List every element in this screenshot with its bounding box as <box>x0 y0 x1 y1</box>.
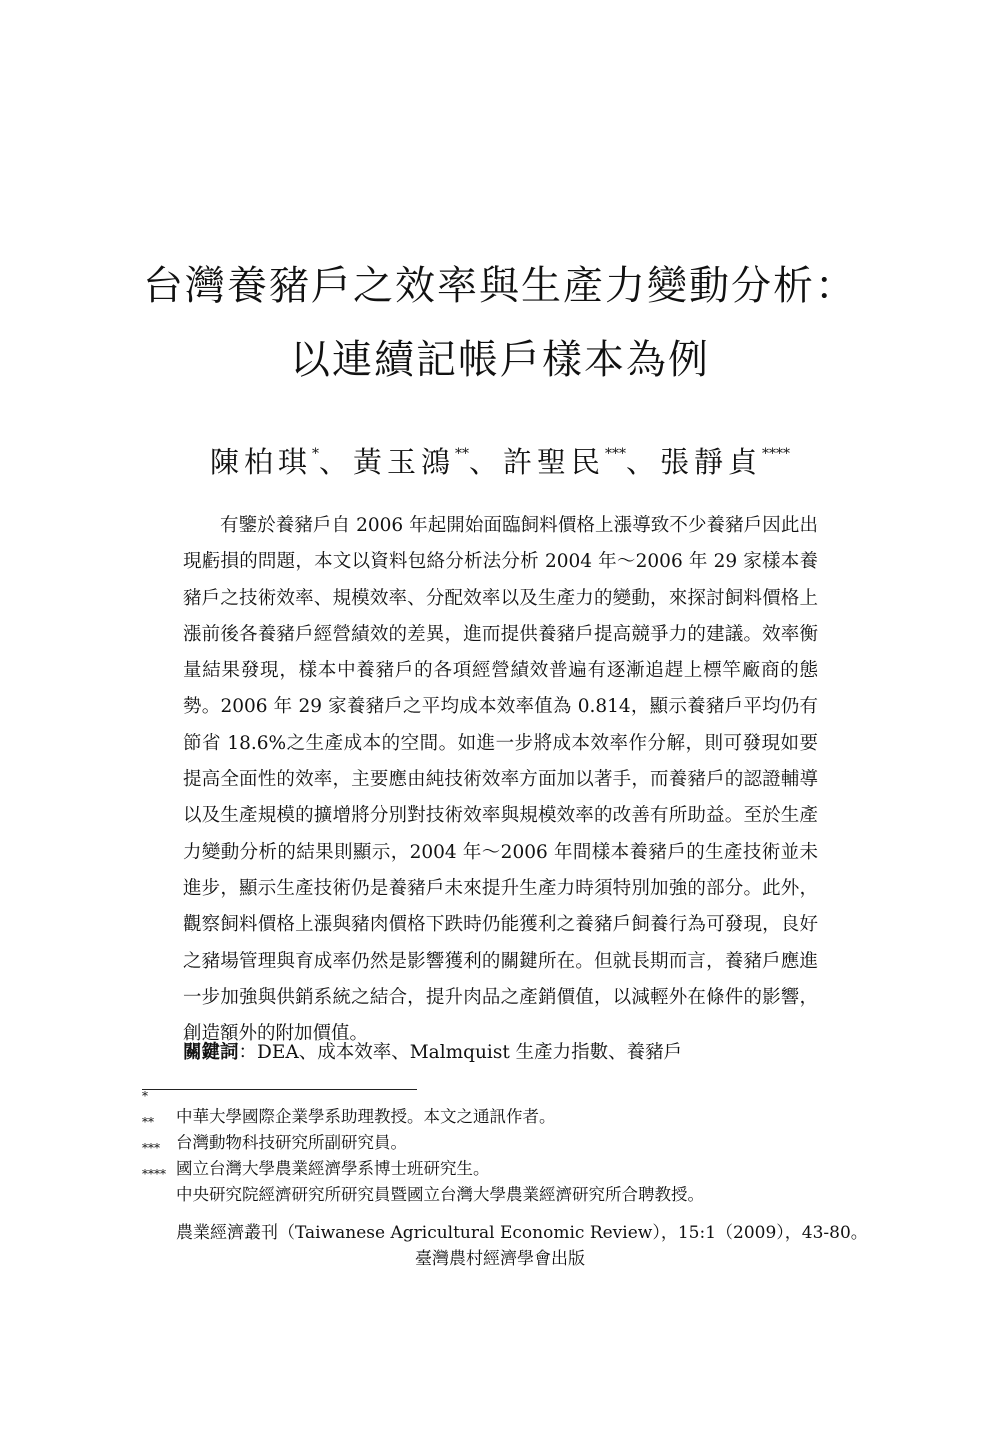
footnote-text: 中央研究院經濟研究所研究員暨國立台灣大學農業經濟研究所合聘教授。 <box>176 1185 704 1204</box>
keywords-label: 關鍵詞 <box>183 1042 239 1063</box>
author-name: 張靜貞 <box>660 445 763 479</box>
author-footnote-mark: ** <box>454 446 469 462</box>
author-separator: 、 <box>318 445 353 479</box>
keywords-value: DEA、成本效率、Malmquist 生產力指數、養豬戶 <box>257 1042 683 1063</box>
author-footnote-mark: **** <box>762 446 791 462</box>
footnote-mark: **** <box>142 1167 166 1181</box>
journal-citation: 農業經濟叢刊（Taiwanese Agricultural Economic Review），15:1（2009），43-80。 <box>176 1223 868 1243</box>
author-separator: 、 <box>468 445 503 479</box>
author-name: 陳柏琪 <box>209 445 312 479</box>
footnote-text: 國立台灣大學農業經濟學系博士班研究生。 <box>176 1159 490 1178</box>
footnote-text: 台灣動物科技研究所副研究員。 <box>176 1133 407 1152</box>
footnote <box>142 1089 842 1126</box>
footnote-mark: *** <box>142 1141 160 1155</box>
publisher-line: 臺灣農村經濟學會出版 <box>415 1249 585 1269</box>
author-name: 許聖民 <box>503 445 606 479</box>
footnote-list <box>142 1089 842 1204</box>
title-line-1: 台灣養豬戶之效率與生產力變動分析： <box>143 263 857 309</box>
footnote-divider <box>142 1089 417 1090</box>
author-list <box>0 440 1000 481</box>
author-name: 黃玉鴻 <box>352 445 455 479</box>
author-footnote-mark: * <box>311 446 319 462</box>
footnote-text: 中華大學國際企業學系助理教授。本文之通訊作者。 <box>176 1107 556 1126</box>
footnote-mark: * <box>142 1089 148 1103</box>
abstract: 有鑒於養豬戶自 2006 年起開始面臨飼料價格上漲導致不少養豬戶因此出現虧損的問題，本文以資料包絡分析法分析 2004 年～2006 年 29 家樣本養豬戶之技術效率、規模效率、分配效率以及生產力的變動，來探討飼料價格上漲前後各養豬戶經營績效的差異，進而提供養豬戶提高競爭力的建議。效率衡量結果發現，樣本中養豬戶的各項經營績效普遍有逐漸追趕上標竿廠商的態勢。2006 年 29 家養豬戶之平均成本效率值為 0.814，顯示養豬戶平均仍有節省 18.6%之生產成本的空間。如進一步將成本效率作分解，則可發現如要提高全面性的效率，主要應由純技術效率方面加以著手，而養豬戶的認證輔導以及生產規模的擴增將分別對技術效率與規模效率的改善有所助益。至於生產力變動分析的結果則顯示，2004 年～2006 年間樣本養豬戶的生產技術並未進步，顯示生產技術仍是養豬戶未來提升生產力時須特別加強的部分。此外，觀察飼料價格上漲與豬肉價格下跌時仍能獲利之養豬戶飼養行為可發現，良好之豬場管理與育成率仍然是影響獲利的關鍵所在。但就長期而言，養豬戶應進一步加強與供銷系統之結合，提升肉品之產銷價值，以減輕外在條件的影響，創造額外的附加價值。 <box>183 515 818 1045</box>
title-line-2: 以連續記帳戶樣本為例 <box>290 337 710 383</box>
author-footnote-mark: *** <box>605 446 627 462</box>
keywords-separator: ： <box>238 1042 258 1063</box>
author-separator: 、 <box>626 445 661 479</box>
footnote-mark: ** <box>142 1115 154 1129</box>
keywords <box>183 1038 682 1064</box>
